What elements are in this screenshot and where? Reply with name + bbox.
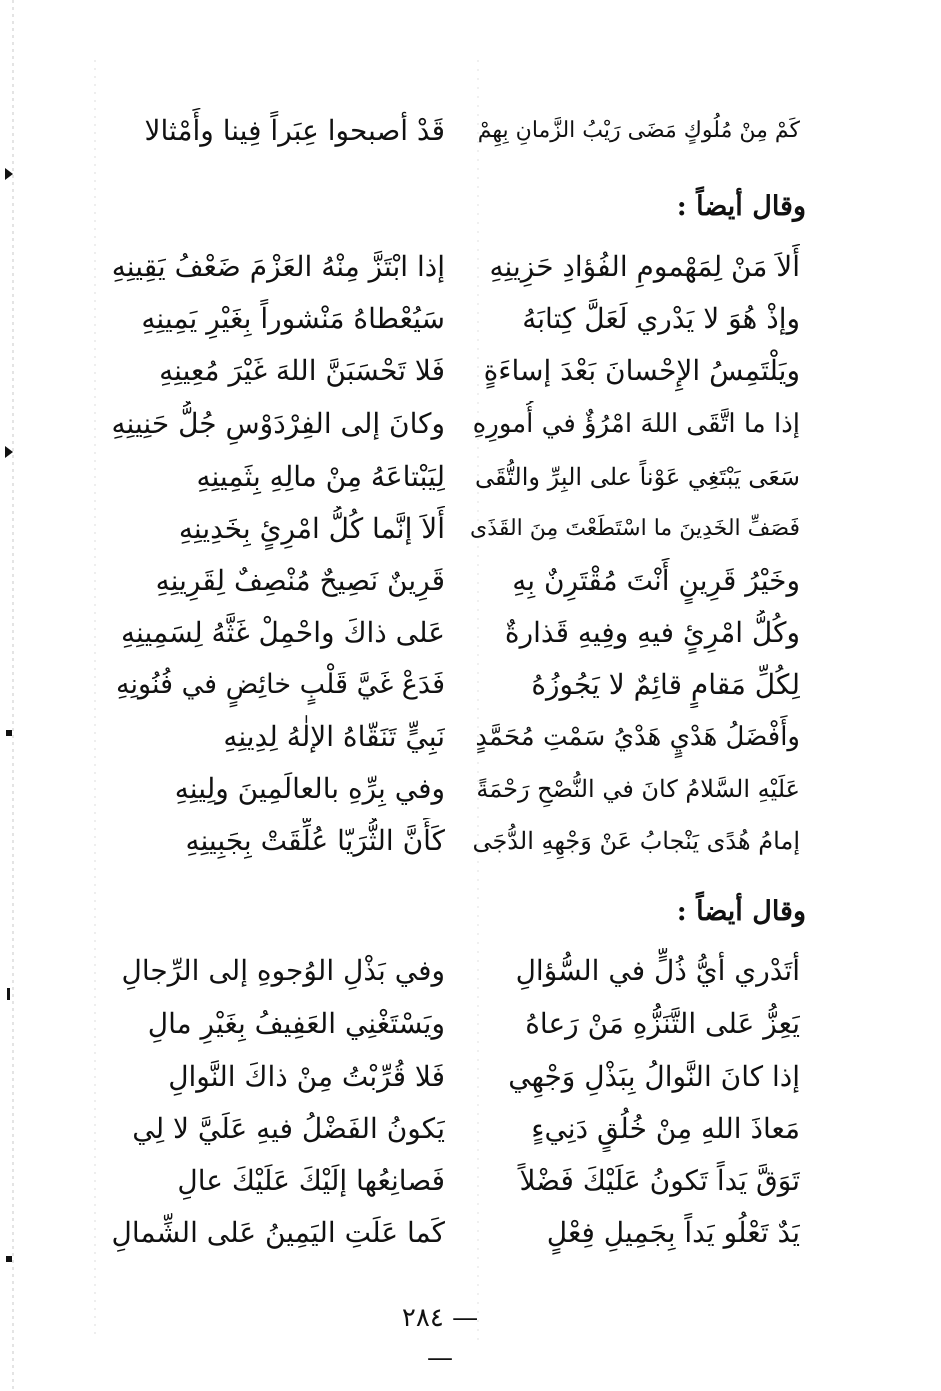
poem3-verse-4 xyxy=(110,1106,800,1152)
second-hemistich: فَدَعْ غَيَّ قَلْبٍ خائِضٍ في فُنُونِهِ xyxy=(116,669,445,700)
first-hemistich: عَلَيْهِ السَّلامُ كانَ في النُّصْحِ رَحْمَةً xyxy=(476,775,800,803)
poem2-verse-6 xyxy=(110,506,800,552)
second-hemistich: فَلا قُرِّبْتُ مِنْ ذاكَ النَّوالِ xyxy=(168,1060,445,1093)
poem2-verse-10 xyxy=(110,714,800,760)
poem2-verse-1 xyxy=(110,244,800,290)
first-hemistich: أَلاَ مَنْ لِمَهْمومِ الفُؤادِ حَزِينِهِ xyxy=(489,250,800,283)
first-hemistich: كَمْ مِنْ مُلُوكٍ مَضَى رَيْبُ الزَّمانِ بِهِمْ xyxy=(477,118,800,143)
first-hemistich: وإذْ هُوَ لا يَدْري لَعَلَّ كِتابَهُ xyxy=(522,302,800,335)
second-hemistich: نَبِيٍّ تَنَقّاهُ الإلٰهُ لِدِينِهِ xyxy=(223,720,445,753)
second-hemistich: إذا ابْتَزَّ مِنْهُ العَزْمَ ضَعْفُ يَقِينِهِ xyxy=(111,250,445,283)
first-hemistich: لِكُلِّ مَقامٍ قائِمٌ لا يَجُوزُهُ xyxy=(531,668,800,701)
poem3-verse-5 xyxy=(110,1158,800,1204)
poem3-verse-2 xyxy=(110,1001,800,1047)
first-hemistich: ويَلْتَمِسُ الإِحْسانَ بَعْدَ إساءَةٍ xyxy=(483,354,800,387)
first-hemistich: وخَيْرُ قَرِينٍ أَنْتَ مُقْتَرِنٌ بِهِ xyxy=(512,564,800,597)
first-hemistich: إمامُ هُدًى يَنْجابُ عَنْ وَجْهِهِ الدُّجَى xyxy=(472,827,800,855)
first-hemistich: إذا ما اتَّقَى اللهَ امْرُؤٌ في أُمورِهِ xyxy=(472,409,800,439)
second-hemistich: فَصانِعُها إلَيْكَ عَلَيْكَ عالِ xyxy=(177,1164,445,1197)
first-hemistich: سَعَى يَبْتَغِي عَوْناً على البِرِّ والتُّقَى xyxy=(475,463,800,491)
first-hemistich: وكُلُّ امْرِئٍ فيهِ وفِيهِ قَذارةٌ xyxy=(504,616,800,649)
poem2-verse-7 xyxy=(110,558,800,604)
second-hemistich: عَلى ذاكَ واحْمِلْ غَثَّهُ لِسَمِينِهِ xyxy=(121,616,445,649)
second-hemistich: لِيَبْتاعَهُ مِنْ مالِهِ بِثَمِينِهِ xyxy=(196,460,445,493)
second-hemistich: فَلا تَحْسَبَنَّ اللهَ غَيْرَ مُعِينِهِ xyxy=(159,354,445,387)
poem2-verse-5 xyxy=(110,454,800,500)
page-number: — ٢٨٤ — xyxy=(401,1303,479,1373)
section-heading-2: وقال أيضاً : xyxy=(676,896,806,927)
section-heading-1: وقال أيضاً : xyxy=(676,191,806,222)
second-hemistich: أَلاَ إنَّما كُلُّ امْرِئٍ بِخَدِينِهِ xyxy=(178,512,445,545)
second-hemistich: يَكونُ الفَضْلُ فيهِ عَلَيَّ لا لِي xyxy=(132,1112,445,1145)
second-hemistich: وفي بِرِّهِ بالعالَمِينَ ولِينِهِ xyxy=(174,772,445,805)
second-hemistich: سَيُعْطاهُ مَنْشوراً بِغَيْرِ يَمِينِهِ xyxy=(141,302,445,335)
second-hemistich: وكانَ إلى الفِرْدَوْسِ جُلُّ حَنِينِهِ xyxy=(111,407,445,440)
poem3-verse-1 xyxy=(110,948,800,994)
poem1-verse-1 xyxy=(110,108,800,154)
first-hemistich: وأَفْضَلُ هَدْيٍ هَدْيُ سَمْتِ مُحَمَّدٍ xyxy=(475,722,800,752)
first-hemistich: إذا كانَ النَّوالُ بِبَذْلِ وَجْهِي xyxy=(508,1060,800,1093)
poem2-verse-4 xyxy=(110,401,800,447)
poem2-verse-3 xyxy=(110,348,800,394)
second-hemistich: قَدْ أصبحوا عِبَراً فِينا وأَمْثالا xyxy=(144,114,445,147)
first-hemistich: يَعِزُّ عَلى التَّنَزُّهِ مَنْ رَعاهُ xyxy=(525,1007,800,1040)
first-hemistich: فَصَفِّ الخَدِينَ ما اسْتَطَعْتَ مِنَ القَذَى xyxy=(470,516,800,541)
second-hemistich: كَأَنَّ الثُّرَيّا عُلِّقَتْ بِجَبِينِهِ xyxy=(185,824,445,857)
first-hemistich: مَعاذَ اللهِ مِنْ خُلُقٍ دَنِيءٍ xyxy=(531,1112,800,1145)
second-hemistich: كَما عَلَتِ اليَمِينُ عَلى الشِّمالِ xyxy=(111,1216,445,1249)
second-hemistich: ويَسْتَغْنِي العَفِيفُ بِغَيْرِ مالِ xyxy=(147,1007,445,1040)
poem2-verse-8 xyxy=(110,610,800,656)
poem2-verse-12 xyxy=(110,818,800,864)
first-hemistich: يَدٌ تَعْلُو يَداً بِجَمِيلِ فِعْلٍ xyxy=(546,1216,800,1249)
first-hemistich: تَوَقَّ يَداً تَكونُ عَلَيْكَ فَضْلاً xyxy=(519,1164,800,1197)
second-hemistich: قَرِينٌ نَصِيحٌ مُنْصِفٌ لِقَرِينِهِ xyxy=(155,564,445,597)
poem2-verse-9 xyxy=(110,662,800,708)
poem2-verse-2 xyxy=(110,296,800,342)
poem3-verse-6 xyxy=(110,1210,800,1256)
poem3-verse-3 xyxy=(110,1054,800,1100)
second-hemistich: وفي بَذْلِ الوُجوهِ إلى الرِّجالِ xyxy=(121,954,445,987)
first-hemistich: أتَدْري أيُّ ذُلٍّ في السُّؤالِ xyxy=(515,954,800,987)
poem2-verse-11 xyxy=(110,766,800,812)
